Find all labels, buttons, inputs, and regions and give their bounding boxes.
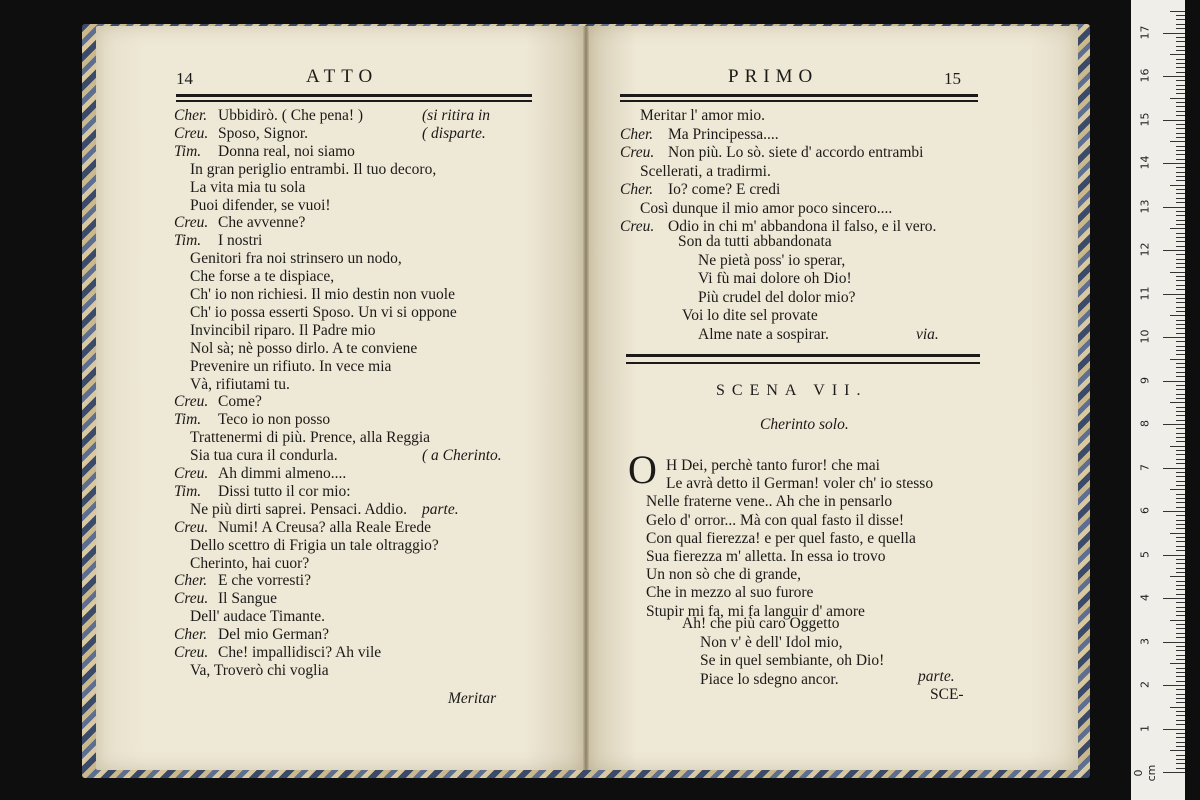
ruler-tick [1176, 585, 1185, 586]
measuring-ruler [1131, 0, 1185, 800]
monologue-line: Stupir mi fa, mi fa languir d' amore [646, 602, 865, 620]
ruler-tick [1176, 498, 1185, 499]
stage-direction: ( disparte. [422, 124, 486, 142]
verse-line: Puoi difender, se vuoi! [190, 196, 331, 214]
verse-line: Come? [218, 393, 262, 411]
ruler-tick [1176, 746, 1185, 747]
speaker-label: Creu. [174, 590, 209, 608]
verse-line: Del mio German? [218, 626, 330, 644]
ruler-tick [1176, 507, 1185, 508]
ruler-tick [1176, 80, 1185, 81]
ruler-tick [1170, 489, 1185, 490]
verse-line: Ch' io non richiesi. Il mio destin non vuole [190, 286, 455, 303]
ruler-tick [1176, 193, 1185, 194]
right-header-rule [620, 94, 978, 97]
verse-line: La vita mia tu sola [190, 178, 306, 196]
ruler-tick [1176, 672, 1185, 673]
ruler-unit-label: 0 cm [1132, 764, 1158, 782]
ruler-tick [1176, 63, 1185, 64]
ruler-tick [1176, 72, 1185, 73]
ruler-tick [1176, 346, 1185, 347]
ruler-tick [1176, 211, 1185, 212]
ruler-tick [1176, 267, 1185, 268]
ruler-tick [1176, 41, 1185, 42]
speaker-label: Creu. [174, 518, 209, 536]
verse-line: Ah dimmi almeno.... [218, 465, 347, 482]
verse-line: Sia tua cura il condurla. [190, 447, 338, 465]
ruler-tick [1163, 598, 1185, 599]
ruler-tick [1176, 515, 1185, 516]
speaker-label: Cher. [620, 125, 654, 143]
ruler-tick [1176, 124, 1185, 125]
verse-line: Il Sangue [218, 590, 277, 608]
ruler-tick [1176, 437, 1185, 438]
ruler-tick [1176, 150, 1185, 151]
ruler-tick [1170, 185, 1185, 186]
ruler-tick [1176, 237, 1185, 238]
ruler-tick [1170, 141, 1185, 142]
ruler-tick [1163, 120, 1185, 121]
ruler-tick [1176, 454, 1185, 455]
ruler-tick [1163, 772, 1185, 773]
ruler-tick [1176, 742, 1185, 743]
speaker-label: Tim. [174, 482, 202, 500]
exit-direction-1: via. [916, 326, 939, 343]
ruler-number: 2 [1138, 681, 1152, 688]
ruler-tick [1176, 220, 1185, 221]
left-header-rule [176, 94, 532, 97]
monologue-line: Gelo d' orror... Mà con qual fasto il disse! [646, 511, 905, 529]
ruler-tick [1176, 19, 1185, 20]
speaker-label: Creu. [620, 218, 655, 235]
speaker-label: Creu. [620, 144, 655, 161]
ruler-tick [1176, 476, 1185, 477]
ruler-tick [1176, 389, 1185, 390]
ruler-tick [1176, 733, 1185, 734]
left-catchword: Meritar [448, 690, 497, 707]
ruler-tick [1176, 102, 1185, 103]
ruler-tick [1176, 637, 1185, 638]
verse-line: Ubbidirò. ( Che pena! ) [218, 107, 364, 124]
ruler-tick [1176, 481, 1185, 482]
scene-rule-thin [626, 362, 980, 364]
ruler-tick [1176, 106, 1185, 107]
ruler-tick [1176, 659, 1185, 660]
ruler-tick [1176, 485, 1185, 486]
ruler-tick [1176, 398, 1185, 399]
verse-line: I nostri [218, 232, 263, 250]
scene-subtitle: Cherinto solo. [760, 416, 849, 433]
verse-line: Dissi tutto il cor mio: [218, 482, 351, 500]
right-running-header: PRIMO [728, 66, 819, 87]
verse-line: Ma Principessa.... [668, 125, 779, 143]
verse-line: Dello scettro di Frigia un tale oltraggio? [190, 536, 439, 554]
ruler-tick [1176, 367, 1185, 368]
ruler-tick [1176, 263, 1185, 264]
ruler-number: 3 [1138, 637, 1152, 645]
ruler-tick [1176, 768, 1185, 769]
ruler-tick [1176, 67, 1185, 68]
ruler-tick [1163, 163, 1185, 164]
ruler-tick [1176, 298, 1185, 299]
ruler-tick [1176, 611, 1185, 612]
ruler-number: 9 [1138, 376, 1152, 384]
ruler-tick [1163, 337, 1185, 338]
ruler-tick [1176, 202, 1185, 203]
ruler-tick [1176, 324, 1185, 325]
verse-line: Va, Troverò chi voglia [190, 661, 329, 679]
ruler-tick [1176, 441, 1185, 442]
ruler-tick [1176, 755, 1185, 756]
verse-line: Così dunque il mio amor poco sincero.... [640, 199, 893, 217]
ruler-tick [1176, 411, 1185, 412]
ruler-tick [1170, 620, 1185, 621]
book-gutter [583, 26, 589, 770]
verse-line: Che forse a te dispiace, [190, 268, 335, 286]
aria-line: Se in quel sembiante, oh Dio! [700, 652, 885, 669]
ruler-tick [1176, 341, 1185, 342]
stage-direction: parte. [422, 500, 459, 518]
ruler-tick [1176, 459, 1185, 460]
aria-line: Ah! che più caro Oggetto [682, 615, 840, 632]
ruler-tick [1176, 615, 1185, 616]
verse-line: Teco io non posso [218, 411, 331, 429]
verse-line: Prevenire un rifiuto. In vece mia [190, 357, 392, 375]
ruler-number: 5 [1138, 550, 1152, 558]
ruler-tick [1170, 446, 1185, 447]
ruler-tick [1163, 207, 1185, 208]
ruler-number: 1 [1138, 724, 1152, 732]
ruler-tick [1176, 24, 1185, 25]
monologue-line: Con qual fierezza! e per quel fasto, e quella [646, 529, 916, 547]
ruler-tick [1176, 46, 1185, 47]
speaker-label: Creu. [174, 124, 209, 142]
right-catchword: SCE- [930, 686, 964, 703]
monologue-line: H Dei, perchè tanto furor! che mai [666, 457, 880, 474]
ruler-number: 4 [1138, 594, 1152, 601]
ruler-tick [1176, 694, 1185, 695]
verse-line: Che avvenne? [218, 214, 306, 232]
ruler-tick [1176, 137, 1185, 138]
speaker-label: Tim. [174, 142, 202, 160]
ruler-tick [1176, 676, 1185, 677]
speaker-label: Creu. [174, 393, 209, 411]
ruler-tick [1176, 307, 1185, 308]
ruler-tick [1163, 33, 1185, 34]
ruler-tick [1176, 280, 1185, 281]
speaker-label: Cher. [174, 107, 208, 124]
ruler-tick [1176, 50, 1185, 51]
ruler-tick [1176, 302, 1185, 303]
exit-direction-2: parte. [918, 668, 955, 685]
ruler-tick [1176, 350, 1185, 351]
ruler-tick [1176, 289, 1185, 290]
ruler-tick [1176, 546, 1185, 547]
ruler-tick [1176, 494, 1185, 495]
verse-line: Ch' io possa esserti Sposo. Un vi si oppone [190, 303, 457, 321]
ruler-tick [1176, 246, 1185, 247]
ruler-tick [1170, 54, 1185, 55]
verse-line: Dell' audace Timante. [190, 608, 325, 626]
ruler-tick [1176, 715, 1185, 716]
ruler-tick [1176, 628, 1185, 629]
ruler-tick [1170, 98, 1185, 99]
ruler-tick [1176, 28, 1185, 29]
left-running-header: ATTO [306, 66, 379, 87]
ruler-tick [1176, 354, 1185, 355]
verse-line: Donna real, noi siamo [218, 142, 355, 160]
stage-direction: ( a Cherinto. [422, 447, 502, 465]
ruler-tick [1176, 502, 1185, 503]
speaker-label: Tim. [174, 232, 202, 250]
ruler-tick [1176, 655, 1185, 656]
ruler-tick [1176, 759, 1185, 760]
verse-line: Sposo, Signor. [218, 124, 309, 142]
verse-line: Invincibil riparo. Il Padre mio [190, 321, 376, 339]
verse-line: Ne più dirti saprei. Pensaci. Addio. [190, 500, 407, 518]
ruler-tick [1176, 594, 1185, 595]
verse-line: Trattenermi di più. Prence, alla Reggia [190, 429, 431, 447]
ruler-tick [1176, 581, 1185, 582]
ruler-tick [1176, 198, 1185, 199]
ruler-tick [1176, 407, 1185, 408]
ruler-tick [1176, 311, 1185, 312]
right-page-number: 15 [944, 69, 961, 88]
verse-line: Non più. Lo sò. siete d' accordo entrambi [668, 144, 924, 161]
ruler-tick [1176, 241, 1185, 242]
ruler-tick [1170, 315, 1185, 316]
ruler-number: 15 [1138, 112, 1152, 126]
ruler-tick [1163, 642, 1185, 643]
ruler-tick [1176, 668, 1185, 669]
ruler-tick [1176, 376, 1185, 377]
ruler-tick [1176, 572, 1185, 573]
ruler-number: 12 [1138, 242, 1152, 257]
ruler-tick [1176, 285, 1185, 286]
ruler-tick [1170, 576, 1185, 577]
ruler-tick [1176, 763, 1185, 764]
ruler-tick [1176, 550, 1185, 551]
ruler-number: 6 [1138, 507, 1152, 514]
ruler-tick [1176, 59, 1185, 60]
ruler-number: 10 [1138, 329, 1152, 344]
ruler-tick [1176, 128, 1185, 129]
scene-title: SCENA VII. [716, 382, 868, 399]
ruler-number: 8 [1138, 420, 1152, 427]
aria-line: Vi fù mai dolore oh Dio! [698, 270, 852, 287]
ruler-tick [1176, 415, 1185, 416]
aria-line: Ne pietà poss' io sperar, [698, 251, 846, 269]
ruler-tick [1170, 750, 1185, 751]
verse-line: Và, rifiutami tu. [190, 375, 290, 393]
ruler-tick [1163, 468, 1185, 469]
ruler-tick [1176, 215, 1185, 216]
speaker-label: Cher. [620, 181, 654, 198]
drop-cap: O [628, 447, 657, 492]
ruler-tick [1176, 450, 1185, 451]
ruler-tick [1176, 563, 1185, 564]
ruler-tick [1176, 607, 1185, 608]
left-page-number: 14 [176, 69, 193, 88]
ruler-tick [1170, 11, 1185, 12]
ruler-tick [1176, 537, 1185, 538]
ruler-tick [1176, 524, 1185, 525]
ruler-tick [1176, 702, 1185, 703]
ruler-tick [1176, 681, 1185, 682]
ruler-tick [1176, 472, 1185, 473]
verse-line: In gran periglio entrambi. Il tuo decoro, [190, 160, 437, 178]
ruler-tick [1176, 89, 1185, 90]
ruler-tick [1176, 589, 1185, 590]
monologue-line: Nelle fraterne vene.. Ah che in pensarlo [646, 493, 893, 511]
aria-line: Non v' è dell' Idol mio, [700, 633, 843, 651]
monologue-line: Sua fierezza m' alletta. In essa io trovo [646, 548, 886, 565]
ruler-tick [1176, 180, 1185, 181]
ruler-tick [1163, 424, 1185, 425]
ruler-tick [1163, 250, 1185, 251]
ruler-tick [1176, 15, 1185, 16]
verse-line: Io? come? E credi [668, 181, 781, 198]
ruler-tick [1176, 276, 1185, 277]
ruler-tick [1176, 167, 1185, 168]
ruler-tick [1176, 93, 1185, 94]
ruler-tick [1176, 433, 1185, 434]
speaker-label: Creu. [174, 465, 209, 482]
ruler-tick [1176, 528, 1185, 529]
right-header-rule-thin [620, 100, 978, 102]
ruler-tick [1176, 541, 1185, 542]
monologue-line: Un non sò che di grande, [646, 566, 801, 584]
verse-line: Che! impallidisci? Ah vile [218, 644, 382, 661]
ruler-tick [1176, 737, 1185, 738]
ruler-tick [1176, 85, 1185, 86]
ruler-number: 13 [1138, 199, 1152, 213]
aria-line: Son da tutti abbandonata [678, 233, 832, 250]
scene-rule-thick [626, 354, 980, 357]
ruler-tick [1176, 689, 1185, 690]
stage-direction: (si ritira in [422, 107, 491, 124]
ruler-tick [1163, 381, 1185, 382]
ruler-number: 7 [1138, 463, 1152, 471]
ruler-tick [1176, 254, 1185, 255]
ruler-tick [1176, 115, 1185, 116]
aria-line: Piace lo sdegno ancor. [700, 670, 839, 688]
speaker-label: Cher. [174, 626, 208, 644]
speaker-label: Tim. [174, 411, 202, 429]
ruler-tick [1176, 463, 1185, 464]
ruler-tick [1176, 646, 1185, 647]
speaker-label: Creu. [174, 644, 209, 661]
ruler-tick [1170, 402, 1185, 403]
ruler-tick [1170, 272, 1185, 273]
ruler-tick [1176, 159, 1185, 160]
ruler-tick [1176, 176, 1185, 177]
ruler-tick [1176, 650, 1185, 651]
ruler-tick [1176, 559, 1185, 560]
ruler-tick [1170, 663, 1185, 664]
ruler-tick [1176, 385, 1185, 386]
ruler-tick [1163, 685, 1185, 686]
verse-line: Genitori fra noi strinsero un nodo, [190, 250, 402, 268]
ruler-number: 14 [1138, 155, 1152, 170]
verse-line: Scellerati, a tradirmi. [640, 162, 771, 180]
ruler-tick [1176, 624, 1185, 625]
ruler-tick [1176, 372, 1185, 373]
ruler-tick [1176, 320, 1185, 321]
ruler-tick [1176, 328, 1185, 329]
monologue-line: Le avrà detto il German! voler ch' io stesso [666, 475, 934, 493]
ruler-tick [1170, 533, 1185, 534]
verse-line: Nol sà; nè posso dirlo. A te conviene [190, 339, 418, 357]
ruler-tick [1176, 224, 1185, 225]
ruler-tick [1170, 707, 1185, 708]
ruler-tick [1176, 698, 1185, 699]
speaker-label: Cher. [174, 572, 208, 590]
ruler-tick [1176, 189, 1185, 190]
ruler-tick [1176, 333, 1185, 334]
ruler-number: 16 [1138, 68, 1152, 83]
ruler-number: 17 [1138, 25, 1152, 39]
ruler-tick [1176, 568, 1185, 569]
ruler-tick [1176, 363, 1185, 364]
ruler-tick [1176, 37, 1185, 38]
ruler-tick [1176, 394, 1185, 395]
aria-line: Voi lo dite sel provate [682, 307, 818, 324]
ruler-tick [1176, 146, 1185, 147]
ruler-tick [1176, 420, 1185, 421]
ruler-tick [1163, 555, 1185, 556]
ruler-tick [1163, 729, 1185, 730]
aria-line: Più crudel del dolor mio? [698, 288, 856, 306]
ruler-tick [1170, 228, 1185, 229]
verse-line: Cherinto, hai cuor? [190, 554, 310, 572]
verse-line: Odio in chi m' abbandona il falso, e il vero. [668, 218, 937, 235]
ruler-tick [1176, 428, 1185, 429]
ruler-tick [1176, 233, 1185, 234]
ruler-tick [1176, 520, 1185, 521]
ruler-tick [1176, 259, 1185, 260]
verse-line: E che vorresti? [218, 572, 311, 590]
ruler-tick [1176, 602, 1185, 603]
ruler-tick [1163, 511, 1185, 512]
ruler-tick [1176, 724, 1185, 725]
aria-line: Alme nate a sospirar. [698, 325, 829, 343]
ruler-tick [1176, 633, 1185, 634]
ruler-tick [1176, 720, 1185, 721]
ruler-tick [1176, 172, 1185, 173]
ruler-tick [1176, 133, 1185, 134]
left-header-rule-thin [176, 100, 532, 102]
verse-line: Meritar l' amor mio. [640, 107, 766, 124]
ruler-tick [1176, 711, 1185, 712]
speaker-label: Creu. [174, 214, 209, 232]
ruler-tick [1176, 154, 1185, 155]
ruler-tick [1170, 359, 1185, 360]
ruler-tick [1176, 111, 1185, 112]
monologue-line: Che in mezzo al suo furore [646, 584, 814, 602]
ruler-tick [1163, 294, 1185, 295]
ruler-number: 11 [1138, 286, 1152, 300]
verse-line: Numi! A Creusa? alla Reale Erede [218, 518, 432, 536]
ruler-tick [1163, 76, 1185, 77]
